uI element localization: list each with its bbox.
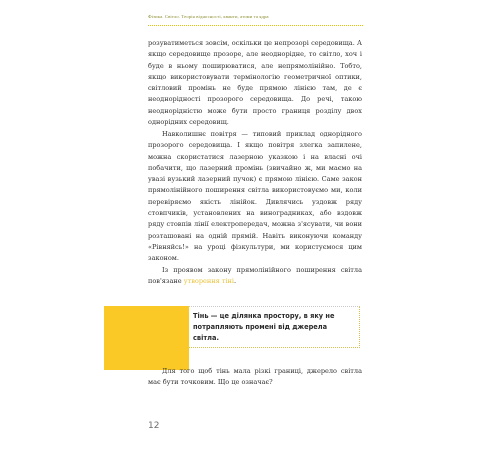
body-paragraph-3 [148, 265, 362, 288]
body-paragraph-4: Для того щоб тінь мала різкі границі, джерело світла має бути точковим. Що це означає? [148, 367, 362, 387]
page-number: 12 [148, 421, 160, 431]
shadow-formation-term: утворення тіні [183, 277, 234, 286]
body-paragraph-1: розуватиметься зовсім, оскільки це непрозорі середовища. А якщо середовище прозоре, але неоднорідне, то світло, хоч і буде в ньому поширюватися, але непрямолінійно. Тобто, якщо використовувати термінологію геометричної оптики, світловий промінь не буде прямою лінією там, де є неоднорідності прозорого середовища. До речі, такою неоднорідністю може бути просто границя розділу двох однорідних середовищ. [148, 39, 362, 127]
paragraph-3-text: Із проявом закону прямолінійного поширення світла пов'язане [148, 266, 362, 286]
running-header: Фізика. Світло. Теорія відносності, кванти, атоми та ядра [148, 14, 269, 19]
header-rule [148, 25, 363, 26]
paragraph-3-end: . [234, 277, 237, 286]
definition-accent-block [104, 306, 189, 370]
body-paragraph-2: Навколишнє повітря — типовий приклад однорідного прозорого середовища. І якщо повітря злегка запилене, можна скористатися лазерною указкою і на власні очі побачити, що лазерний промінь (звичайно ж, ми маємо на увазі вузький лазерний пучок) є прямою лінією. Саме закон прямолінійного поширення світла використовуємо ми, коли перевіряємо якість лінійок. Дивлячись уздовж ряду стовпчиків, установлених на виноградниках, або вздовж ряду стовпів лінії електропередач, можна з'ясувати, чи вони розташовані на одній прямій. Навіть виконуючи команду «Рівняйсь!» на уроці фізкультури, ми користуємося цим законом. [148, 130, 362, 263]
shadow-definition: Тінь — це ділянка простору, в яку не потрапляють промені від джерела світла. [193, 312, 335, 343]
